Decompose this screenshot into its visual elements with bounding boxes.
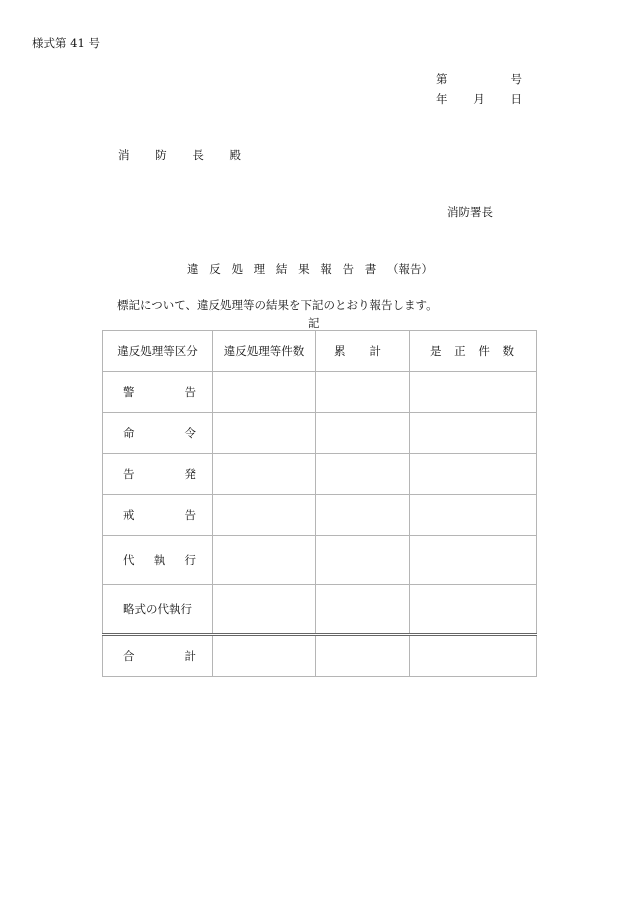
cell-count[interactable] [213,536,316,585]
row-label: 命 令 [103,413,213,454]
total-corrected[interactable] [410,635,537,677]
title-char: 報 [320,262,332,276]
cell-count[interactable] [213,372,316,413]
cell-cumulative[interactable] [316,536,410,585]
cell-count[interactable] [213,413,316,454]
title-char: 処 [231,262,243,276]
addressee-char: 長 [192,148,204,162]
date-day: 日 [510,92,522,106]
cell-count[interactable] [213,495,316,536]
sender: 消防署長 [447,205,493,219]
title-char: 反 [209,262,221,276]
row-label: 告 発 [103,454,213,495]
title-char: 書 [364,262,377,276]
date-year: 年 [436,92,448,106]
document-number [436,71,522,87]
header-corrected [410,331,537,372]
row-label: 略式の代執行 [103,585,213,635]
header-char: 是 [430,344,442,358]
table-row [103,372,537,413]
title-paren: （報告） [386,262,433,276]
document-title [187,261,433,277]
cell-cumulative[interactable] [316,495,410,536]
row-label: 戒 告 [103,495,213,536]
cell-corrected[interactable] [410,585,537,635]
header-char: 計 [369,344,381,358]
addressee [118,147,241,163]
addressee-char: 消 [118,148,130,162]
header-char: 数 [502,344,514,358]
title-char: 告 [342,262,355,276]
cell-cumulative[interactable] [316,413,410,454]
header-category: 違反処理等区分 [103,331,213,372]
title-char: 果 [298,262,310,276]
cell-cumulative[interactable] [316,585,410,635]
header-cumulative [316,331,410,372]
cell-count[interactable] [213,454,316,495]
title-char: 理 [253,262,266,276]
results-table [102,330,537,677]
doc-number-prefix: 第 [436,72,448,86]
row-label: 代 執 行 [103,536,213,585]
header-char: 正 [454,344,466,358]
total-cumulative[interactable] [316,635,410,677]
total-label: 合 計 [103,635,213,677]
cell-count[interactable] [213,585,316,635]
cell-cumulative[interactable] [316,372,410,413]
addressee-char: 防 [155,148,167,162]
document-date [436,91,522,107]
cell-corrected[interactable] [410,372,537,413]
table-row [103,495,537,536]
table-header-row [103,331,537,372]
total-count[interactable] [213,635,316,677]
addressee-char: 殿 [229,148,241,162]
table-row [103,413,537,454]
title-char: 違 [187,262,199,276]
row-label: 警 告 [103,372,213,413]
doc-number-suffix: 号 [510,72,522,86]
cell-corrected[interactable] [410,495,537,536]
header-char: 累 [334,344,346,358]
table-row [103,454,537,495]
table-row [103,585,537,635]
cell-corrected[interactable] [410,413,537,454]
title-char: 結 [275,262,288,276]
header-count: 違反処理等件数 [213,331,316,372]
form-number: 様式第 41 号 [32,36,100,50]
date-month: 月 [473,92,485,106]
header-char: 件 [478,344,490,358]
table-row [103,536,537,585]
cell-corrected[interactable] [410,536,537,585]
ki-heading: 記 [308,316,320,330]
intro-text: 標記について、違反処理等の結果を下記のとおり報告します。 [117,298,438,312]
cell-cumulative[interactable] [316,454,410,495]
cell-corrected[interactable] [410,454,537,495]
table-total-row [103,635,537,677]
